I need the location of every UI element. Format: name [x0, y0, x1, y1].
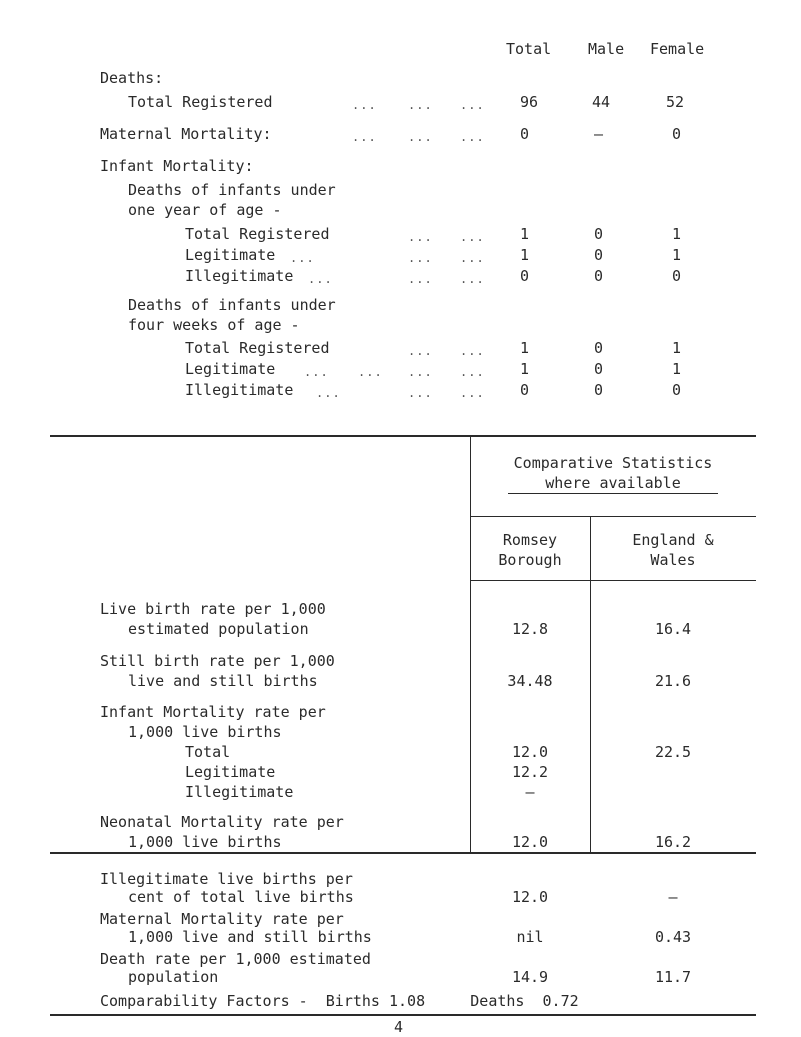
dots: ... [408, 365, 433, 379]
fw-total: 1 [520, 360, 530, 378]
fw-female: 0 [672, 381, 682, 399]
fw-row-label: Total Registered [185, 339, 330, 357]
header-male: Male [588, 40, 625, 58]
table-top-rule [50, 435, 756, 437]
page-number: 4 [394, 1018, 404, 1036]
dots: ... [460, 230, 485, 244]
fw-male: 0 [594, 381, 604, 399]
uy-total: 1 [520, 246, 530, 264]
romsey-value: 34.48 [507, 672, 553, 690]
deaths-female: 52 [666, 93, 685, 111]
dots: ... [460, 365, 485, 379]
dots: ... [408, 272, 433, 286]
total-registered-label: Total Registered [128, 93, 273, 111]
row-label: cent of total live births [128, 888, 354, 906]
row-label: Live birth rate per 1,000 [100, 600, 326, 618]
dots: ... [316, 386, 341, 400]
dots: ... [290, 251, 315, 265]
four-weeks-line2: four weeks of age - [128, 316, 300, 334]
dots: ... [460, 251, 485, 265]
fw-male: 0 [594, 339, 604, 357]
romsey-value: 12.8 [511, 620, 549, 638]
dots: ... [408, 386, 433, 400]
dots: ... [460, 98, 485, 112]
dots: ... [408, 230, 433, 244]
uy-male: 0 [594, 225, 604, 243]
under-year-line2: one year of age - [128, 201, 282, 219]
romsey-value: 12.0 [511, 888, 549, 906]
row-label: live and still births [128, 672, 318, 690]
row-label: Neonatal Mortality rate per [100, 813, 344, 831]
row-label: Infant Mortality rate per [100, 703, 326, 721]
fw-female: 1 [672, 360, 682, 378]
romsey-value: 14.9 [511, 968, 549, 986]
deaths-title: Deaths: [100, 69, 164, 87]
england-value: 21.6 [654, 672, 692, 690]
england-value: – [668, 888, 678, 906]
dots: ... [358, 365, 383, 379]
row-label: estimated population [128, 620, 309, 638]
england-value: 11.7 [654, 968, 692, 986]
row-label: Illegitimate live births per [100, 870, 353, 888]
uy-total: 1 [520, 225, 530, 243]
four-weeks-line1: Deaths of infants under [128, 296, 336, 314]
heading-underline [508, 493, 718, 494]
fw-male: 0 [594, 360, 604, 378]
fw-total: 0 [520, 381, 530, 399]
romsey-value: 12.0 [511, 743, 549, 761]
row-label: population [128, 968, 219, 986]
england-value: 16.4 [654, 620, 692, 638]
uy-female: 0 [672, 267, 682, 285]
col-england-line2: Wales [650, 551, 696, 569]
romsey-value: – [525, 783, 535, 801]
row-label: Illegitimate [185, 783, 294, 801]
subheader-rule [470, 516, 756, 517]
row-label: Maternal Mortality rate per [100, 910, 344, 928]
under-year-line1: Deaths of infants under [128, 181, 336, 199]
table-bottom-rule [50, 852, 756, 854]
row-label: Still birth rate per 1,000 [100, 652, 335, 670]
deaths-male: 44 [592, 93, 611, 111]
footer-rule [50, 1014, 756, 1016]
fw-total: 1 [520, 339, 530, 357]
england-value: 22.5 [654, 743, 692, 761]
uy-row-label: Total Registered [185, 225, 330, 243]
maternal-male: – [594, 125, 604, 143]
row-label: 1,000 live births [128, 723, 282, 741]
maternal-label: Maternal Mortality: [100, 125, 272, 143]
col-romsey-line1: Romsey [502, 531, 558, 549]
dots: ... [408, 251, 433, 265]
uy-female: 1 [672, 246, 682, 264]
dots: ... [408, 344, 433, 358]
col-england-line1: England & [632, 531, 714, 549]
row-label: Legitimate [185, 763, 276, 781]
dots: ... [352, 130, 377, 144]
row-label: 1,000 live births [128, 833, 282, 851]
dots: ... [460, 344, 485, 358]
uy-row-label: Illegitimate [185, 267, 294, 285]
england-value: 0.43 [654, 928, 692, 946]
fw-female: 1 [672, 339, 682, 357]
dots: ... [408, 98, 433, 112]
infant-title: Infant Mortality: [100, 157, 254, 175]
header-total: Total [506, 40, 552, 58]
comparative-subheading: where available [545, 474, 681, 492]
header-female: Female [650, 40, 705, 58]
romsey-value: 12.0 [511, 833, 549, 851]
uy-female: 1 [672, 225, 682, 243]
maternal-female: 0 [672, 125, 682, 143]
dots: ... [460, 386, 485, 400]
dots: ... [352, 98, 377, 112]
dots: ... [308, 272, 333, 286]
row-label: 1,000 live and still births [128, 928, 372, 946]
romsey-value: nil [516, 928, 544, 946]
dots: ... [304, 365, 329, 379]
comparability-factors: Comparability Factors - Births 1.08 Deaths 0.72 [100, 992, 579, 1010]
comparative-heading: Comparative Statistics [513, 454, 713, 472]
fw-row-label: Legitimate [185, 360, 276, 378]
colheader-rule [470, 580, 756, 581]
england-value: 16.2 [654, 833, 692, 851]
dots: ... [408, 130, 433, 144]
row-label: Total [185, 743, 231, 761]
uy-row-label: Legitimate [185, 246, 276, 264]
uy-male: 0 [594, 246, 604, 264]
deaths-total: 96 [520, 93, 539, 111]
row-label: Death rate per 1,000 estimated [100, 950, 371, 968]
dots: ... [460, 272, 485, 286]
uy-total: 0 [520, 267, 530, 285]
fw-row-label: Illegitimate [185, 381, 294, 399]
uy-male: 0 [594, 267, 604, 285]
col-romsey-line2: Borough [498, 551, 562, 569]
dots: ... [460, 130, 485, 144]
maternal-total: 0 [520, 125, 530, 143]
romsey-value: 12.2 [511, 763, 549, 781]
